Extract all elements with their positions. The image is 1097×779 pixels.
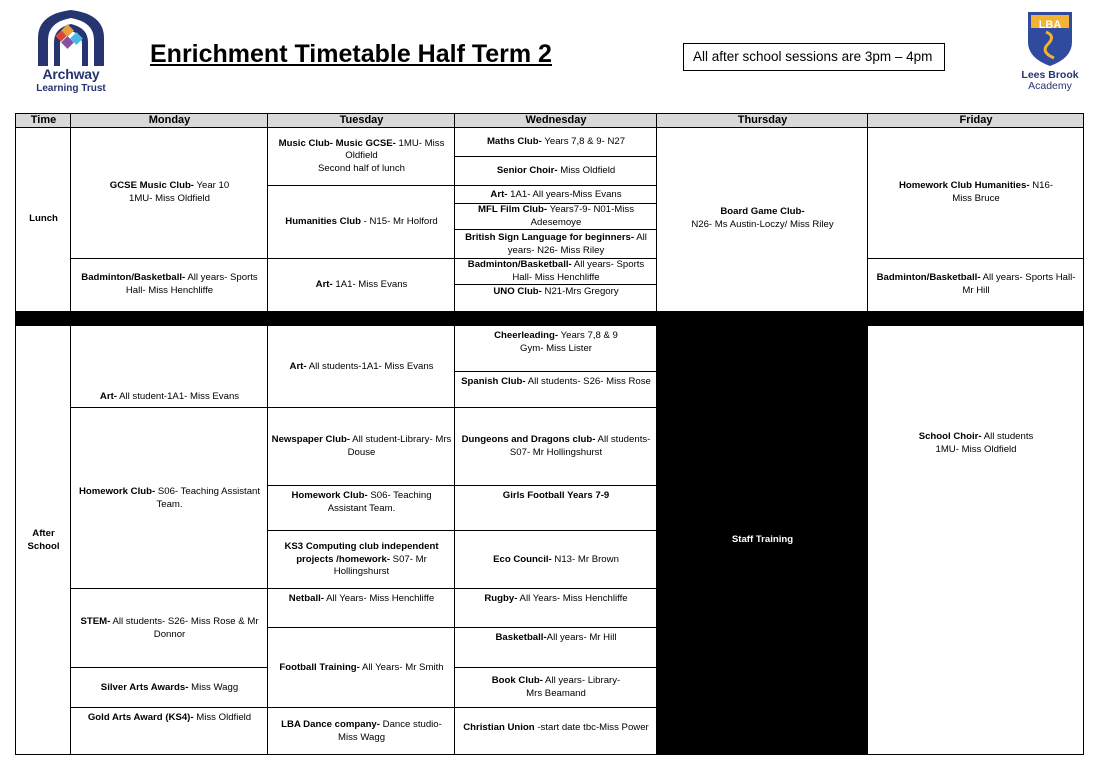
activity-details: All Years- Mr Smith bbox=[359, 661, 444, 673]
activity-name: Homework Club Humanities- bbox=[898, 180, 1030, 192]
school-badge-text: LBA bbox=[1038, 19, 1062, 31]
activity-name: School Choir- bbox=[918, 430, 982, 442]
activity-details: N21-Mrs Gregory bbox=[541, 286, 619, 298]
activity-details: -start date tbc-Miss Power bbox=[534, 721, 649, 733]
activity-details: All students- S07- Mr Hollingshurst bbox=[509, 434, 651, 458]
activity-details: 1A1- Miss Evans bbox=[332, 278, 408, 290]
activity-name: Badminton/Basketball- bbox=[467, 259, 572, 271]
activity-name: Art- bbox=[315, 278, 333, 290]
school-name: Lees Brook bbox=[1021, 69, 1079, 81]
activity-name: Art- bbox=[490, 188, 508, 200]
col-header-thursday: Thursday bbox=[657, 114, 868, 127]
col-header-time: Time bbox=[16, 114, 71, 127]
activity-details: All years- Mr Hill bbox=[546, 632, 617, 643]
activity-details-2: Second half of lunch bbox=[318, 162, 405, 174]
activity-name: Eco Council- bbox=[493, 553, 552, 565]
activity-details: - N15- Mr Holford bbox=[360, 216, 438, 228]
activity-name: Cheerleading- bbox=[494, 330, 559, 341]
activity-details: All years- Sports Hall- Miss Henchliffe bbox=[512, 259, 645, 283]
activity-name: British Sign Language for beginners- bbox=[465, 231, 635, 243]
activity-name: Newspaper Club- bbox=[271, 434, 351, 446]
activity-details-2: Mrs Beamand bbox=[526, 688, 586, 699]
activity-details: Years 7,8 & 9 bbox=[558, 330, 618, 341]
activity-name: Gold Arts Award (KS4)- bbox=[87, 712, 194, 723]
org-subname: Learning Trust bbox=[36, 83, 106, 94]
row-label-lunch: Lunch bbox=[29, 212, 58, 224]
activity-name: GCSE Music Club- bbox=[109, 180, 194, 192]
activity-details: Years7-9- N01-Miss Adesemoye bbox=[530, 204, 635, 228]
activity-name: Art- bbox=[289, 360, 307, 372]
org-name: Archway bbox=[42, 66, 100, 82]
activity-details: S07- Mr Hollingshurst bbox=[333, 553, 427, 578]
activity-name: KS3 Computing club independent projects /homework- bbox=[284, 541, 439, 565]
page-title: Enrichment Timetable Half Term 2 bbox=[150, 40, 552, 68]
activity-details: All students bbox=[981, 430, 1034, 442]
activity-details: Dance studio- Miss Wagg bbox=[337, 718, 442, 743]
activity-details: Year 10 bbox=[194, 180, 230, 192]
activity-name: LBA Dance company- bbox=[281, 718, 380, 730]
activity-name: Silver Arts Awards- bbox=[100, 681, 189, 693]
activity-name: Humanities Club bbox=[285, 216, 361, 228]
activity-details: 1A1- All years-Miss Evans bbox=[507, 188, 622, 200]
activity-name: Staff Training bbox=[731, 534, 794, 546]
activity-details: Miss Oldfield bbox=[557, 165, 616, 177]
activity-details: All years- Library- bbox=[542, 675, 621, 687]
activity-details: All student-1A1- Miss Evans bbox=[116, 391, 240, 403]
activity-name: Badminton/Basketball- bbox=[876, 272, 981, 284]
col-header-friday: Friday bbox=[868, 114, 1084, 127]
activity-name: Book Club- bbox=[491, 675, 543, 687]
activity-details-2: Gym- Miss Lister bbox=[520, 342, 592, 354]
activity-details: All Years- Miss Henchliffe bbox=[517, 593, 628, 604]
activity-name: Homework Club- bbox=[78, 485, 156, 497]
activity-details: S06- Teaching Assistant Team. bbox=[155, 485, 261, 510]
col-header-wednesday: Wednesday bbox=[455, 114, 657, 127]
activity-name: Dungeons and Dragons club- bbox=[461, 434, 596, 446]
activity-details: All years- Sports Hall- Miss Henchliffe bbox=[125, 272, 258, 296]
activity-details: All student-Library- Mrs Douse bbox=[347, 434, 452, 458]
activity-name: Senior Choir- bbox=[496, 165, 558, 177]
activity-details: S06- Teaching Assistant Team. bbox=[327, 490, 432, 514]
school-subname: Academy bbox=[1028, 80, 1072, 92]
session-time-note: All after school sessions are 3pm – 4pm bbox=[683, 43, 945, 71]
col-header-monday: Monday bbox=[71, 114, 268, 127]
activity-details: All Years- Miss Henchliffe bbox=[323, 593, 435, 604]
activity-details: 1MU- Miss Oldfield bbox=[345, 137, 445, 162]
activity-details: All students- S26- Miss Rose bbox=[525, 376, 651, 387]
activity-name: Homework Club- bbox=[291, 490, 368, 501]
activity-name: Maths Club- bbox=[486, 135, 542, 147]
activity-details: Years 7,8 & 9- N27 bbox=[541, 135, 626, 147]
activity-details: N26- Ms Austin-Loczy/ Miss Riley bbox=[691, 219, 834, 230]
activity-name: MFL Film Club- bbox=[477, 204, 548, 216]
activity-name: Rugby- bbox=[484, 593, 518, 604]
col-header-tuesday: Tuesday bbox=[268, 114, 455, 127]
activity-name: Netball- bbox=[288, 593, 324, 604]
activity-name: Badminton/Basketball- bbox=[81, 272, 186, 284]
activity-name: Music Club- Music GCSE- bbox=[278, 137, 396, 149]
activity-name: Art- bbox=[99, 391, 117, 403]
activity-name: Board Game Club- bbox=[720, 206, 805, 218]
activity-details: All students- S26- Miss Rose & Mr Donnor bbox=[110, 615, 259, 640]
activity-details-2: 1MU- Miss Oldfield bbox=[935, 443, 1017, 455]
activity-name: Spanish Club- bbox=[461, 376, 526, 387]
activity-details: N16- bbox=[1029, 180, 1054, 192]
activity-details: All students-1A1- Miss Evans bbox=[306, 360, 434, 372]
activity-name: STEM- bbox=[80, 615, 111, 627]
activity-name: Christian Union bbox=[463, 721, 535, 733]
row-label-after: After bbox=[32, 527, 55, 539]
activity-name: Girls Football Years 7-9 bbox=[502, 490, 610, 501]
activity-details: Miss Wagg bbox=[188, 681, 239, 693]
activity-name: UNO Club- bbox=[493, 286, 542, 298]
activity-details-2: Miss Bruce bbox=[952, 193, 1000, 204]
activity-details: Miss Oldfield bbox=[193, 712, 252, 723]
activity-name: Basketball- bbox=[495, 632, 547, 643]
activity-details: N13- Mr Brown bbox=[551, 553, 619, 565]
activity-name: Football Training- bbox=[279, 661, 360, 673]
row-label-school: School bbox=[27, 540, 60, 552]
activity-details: All years- N26- Miss Riley bbox=[507, 231, 647, 256]
activity-details-2: 1MU- Miss Oldfield bbox=[128, 193, 211, 204]
activity-details: All years- Sports Hall- Mr Hill bbox=[962, 272, 1076, 296]
